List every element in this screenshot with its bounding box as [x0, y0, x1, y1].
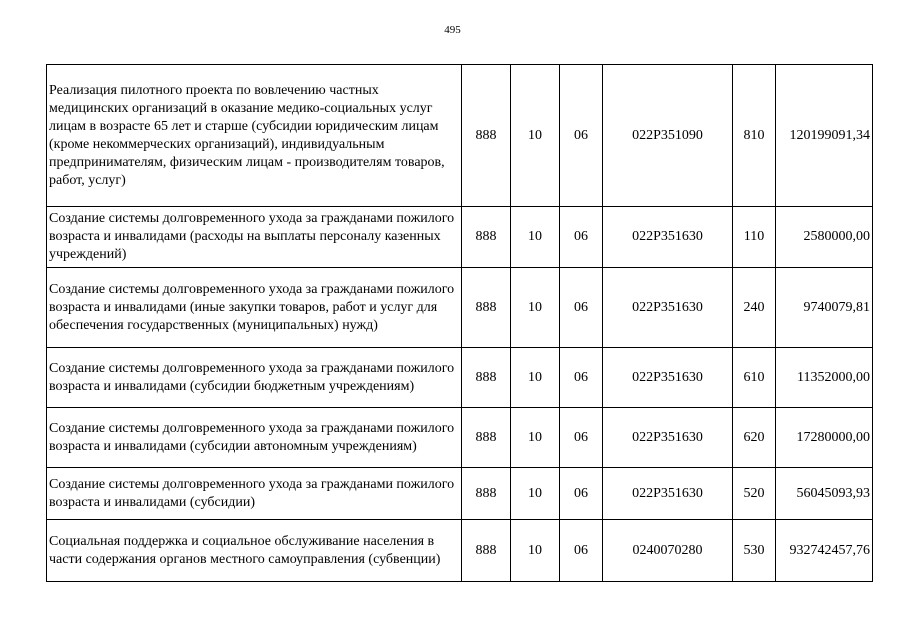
ministry-code: 888	[462, 520, 511, 582]
row-description: Создание системы долговременного ухода за гражданами пожилого возраста и инвалидами (субсидии бюджетным учреждениям)	[47, 348, 462, 408]
target-article-code: 022P351630	[603, 207, 733, 268]
section-code: 10	[511, 468, 560, 520]
ministry-code: 888	[462, 408, 511, 468]
section-code: 10	[511, 207, 560, 268]
row-description: Создание системы долговременного ухода за гражданами пожилого возраста и инвалидами (расходы на выплаты персоналу казенных учреждений)	[47, 207, 462, 268]
expense-type-code: 110	[733, 207, 776, 268]
target-article-code: 022P351090	[603, 65, 733, 207]
amount: 11352000,00	[776, 348, 873, 408]
subsection-code: 06	[560, 408, 603, 468]
target-article-code: 0240070280	[603, 520, 733, 582]
row-description: Создание системы долговременного ухода за гражданами пожилого возраста и инвалидами (иные закупки товаров, работ и услуг для обеспечения государственных (муниципальных) нужд)	[47, 268, 462, 348]
table-row	[47, 65, 873, 207]
expense-type-code: 810	[733, 65, 776, 207]
section-code: 10	[511, 520, 560, 582]
ministry-code: 888	[462, 65, 511, 207]
subsection-code: 06	[560, 468, 603, 520]
table-row	[47, 348, 873, 408]
target-article-code: 022P351630	[603, 468, 733, 520]
subsection-code: 06	[560, 348, 603, 408]
table-row	[47, 408, 873, 468]
subsection-code: 06	[560, 268, 603, 348]
subsection-code: 06	[560, 520, 603, 582]
section-code: 10	[511, 65, 560, 207]
budget-table	[46, 64, 873, 582]
ministry-code: 888	[462, 468, 511, 520]
table-row	[47, 207, 873, 268]
target-article-code: 022P351630	[603, 408, 733, 468]
table-row	[47, 268, 873, 348]
expense-type-code: 610	[733, 348, 776, 408]
expense-type-code: 530	[733, 520, 776, 582]
expense-type-code: 240	[733, 268, 776, 348]
subsection-code: 06	[560, 207, 603, 268]
expense-type-code: 520	[733, 468, 776, 520]
section-code: 10	[511, 348, 560, 408]
row-description: Создание системы долговременного ухода за гражданами пожилого возраста и инвалидами (субсидии автономным учреждениям)	[47, 408, 462, 468]
amount: 56045093,93	[776, 468, 873, 520]
expense-type-code: 620	[733, 408, 776, 468]
row-description: Создание системы долговременного ухода за гражданами пожилого возраста и инвалидами (субсидии)	[47, 468, 462, 520]
target-article-code: 022P351630	[603, 268, 733, 348]
row-description: Социальная поддержка и социальное обслуживание населения в части содержания органов местного самоуправления (субвенции)	[47, 520, 462, 582]
ministry-code: 888	[462, 207, 511, 268]
amount: 932742457,76	[776, 520, 873, 582]
subsection-code: 06	[560, 65, 603, 207]
section-code: 10	[511, 268, 560, 348]
ministry-code: 888	[462, 268, 511, 348]
row-description: Реализация пилотного проекта по вовлечению частных медицинских организаций в оказание медико-социальных услуг лицам в возрасте 65 лет и старше (субсидии юридическим лицам (кроме некоммерческих организаций), индивидуальным предпринимателям, физическим лицам - производителям товаров, работ, услуг)	[47, 65, 462, 207]
amount: 9740079,81	[776, 268, 873, 348]
amount: 2580000,00	[776, 207, 873, 268]
amount: 120199091,34	[776, 65, 873, 207]
target-article-code: 022P351630	[603, 348, 733, 408]
amount: 17280000,00	[776, 408, 873, 468]
page-number: 495	[444, 24, 461, 36]
ministry-code: 888	[462, 348, 511, 408]
table-row	[47, 468, 873, 520]
section-code: 10	[511, 408, 560, 468]
table-row	[47, 520, 873, 582]
